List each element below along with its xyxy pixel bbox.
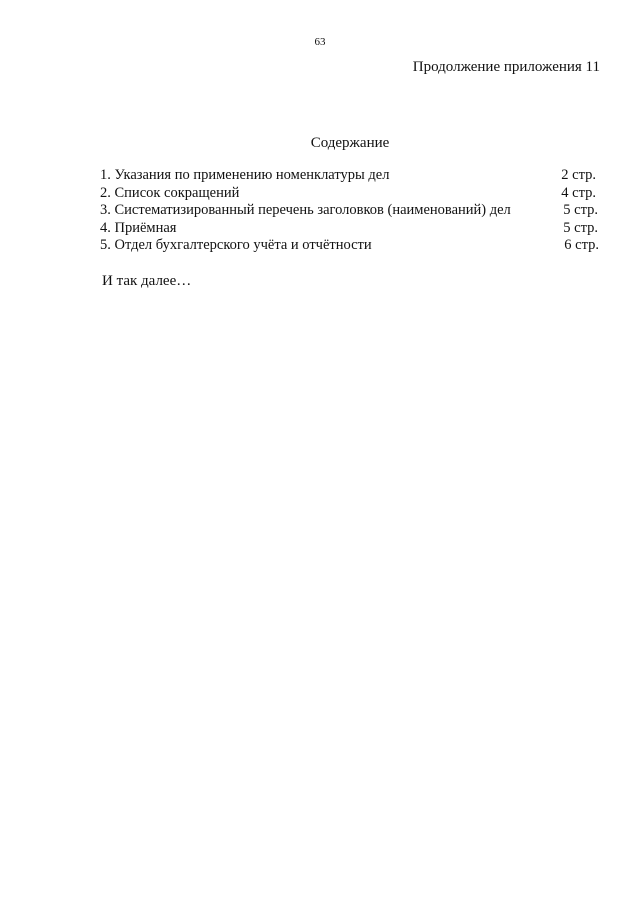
toc-item-label: 3. Систематизированный перечень заголовков (наименований) дел — [100, 202, 511, 218]
toc-item — [100, 237, 600, 255]
toc-item-page: 2 стр. — [561, 167, 596, 183]
toc-item-page: 5 стр. — [563, 202, 598, 218]
toc-item-page: 5 стр. — [563, 219, 598, 236]
toc-title: Содержание — [310, 135, 390, 151]
toc-item-label: 4. Приёмная — [100, 219, 177, 236]
toc-item-label: 1. Указания по применению номенклатуры дел — [100, 167, 390, 183]
toc-item — [100, 167, 600, 185]
toc-list — [100, 167, 600, 255]
toc-item — [100, 202, 600, 220]
toc-item-label: 5. Отдел бухгалтерского учёта и отчётности — [100, 237, 372, 253]
toc-item-page: 6 стр. — [564, 237, 599, 253]
appendix-note: Продолжение приложения 11 — [412, 59, 600, 75]
toc-item-page: 4 стр. — [561, 184, 596, 201]
toc-item — [100, 185, 600, 203]
trailer-text: И так далее… — [102, 273, 192, 289]
toc-item-label: 2. Список сокращений — [100, 184, 240, 201]
toc-item — [100, 220, 600, 238]
page-number: 63 — [314, 36, 326, 48]
